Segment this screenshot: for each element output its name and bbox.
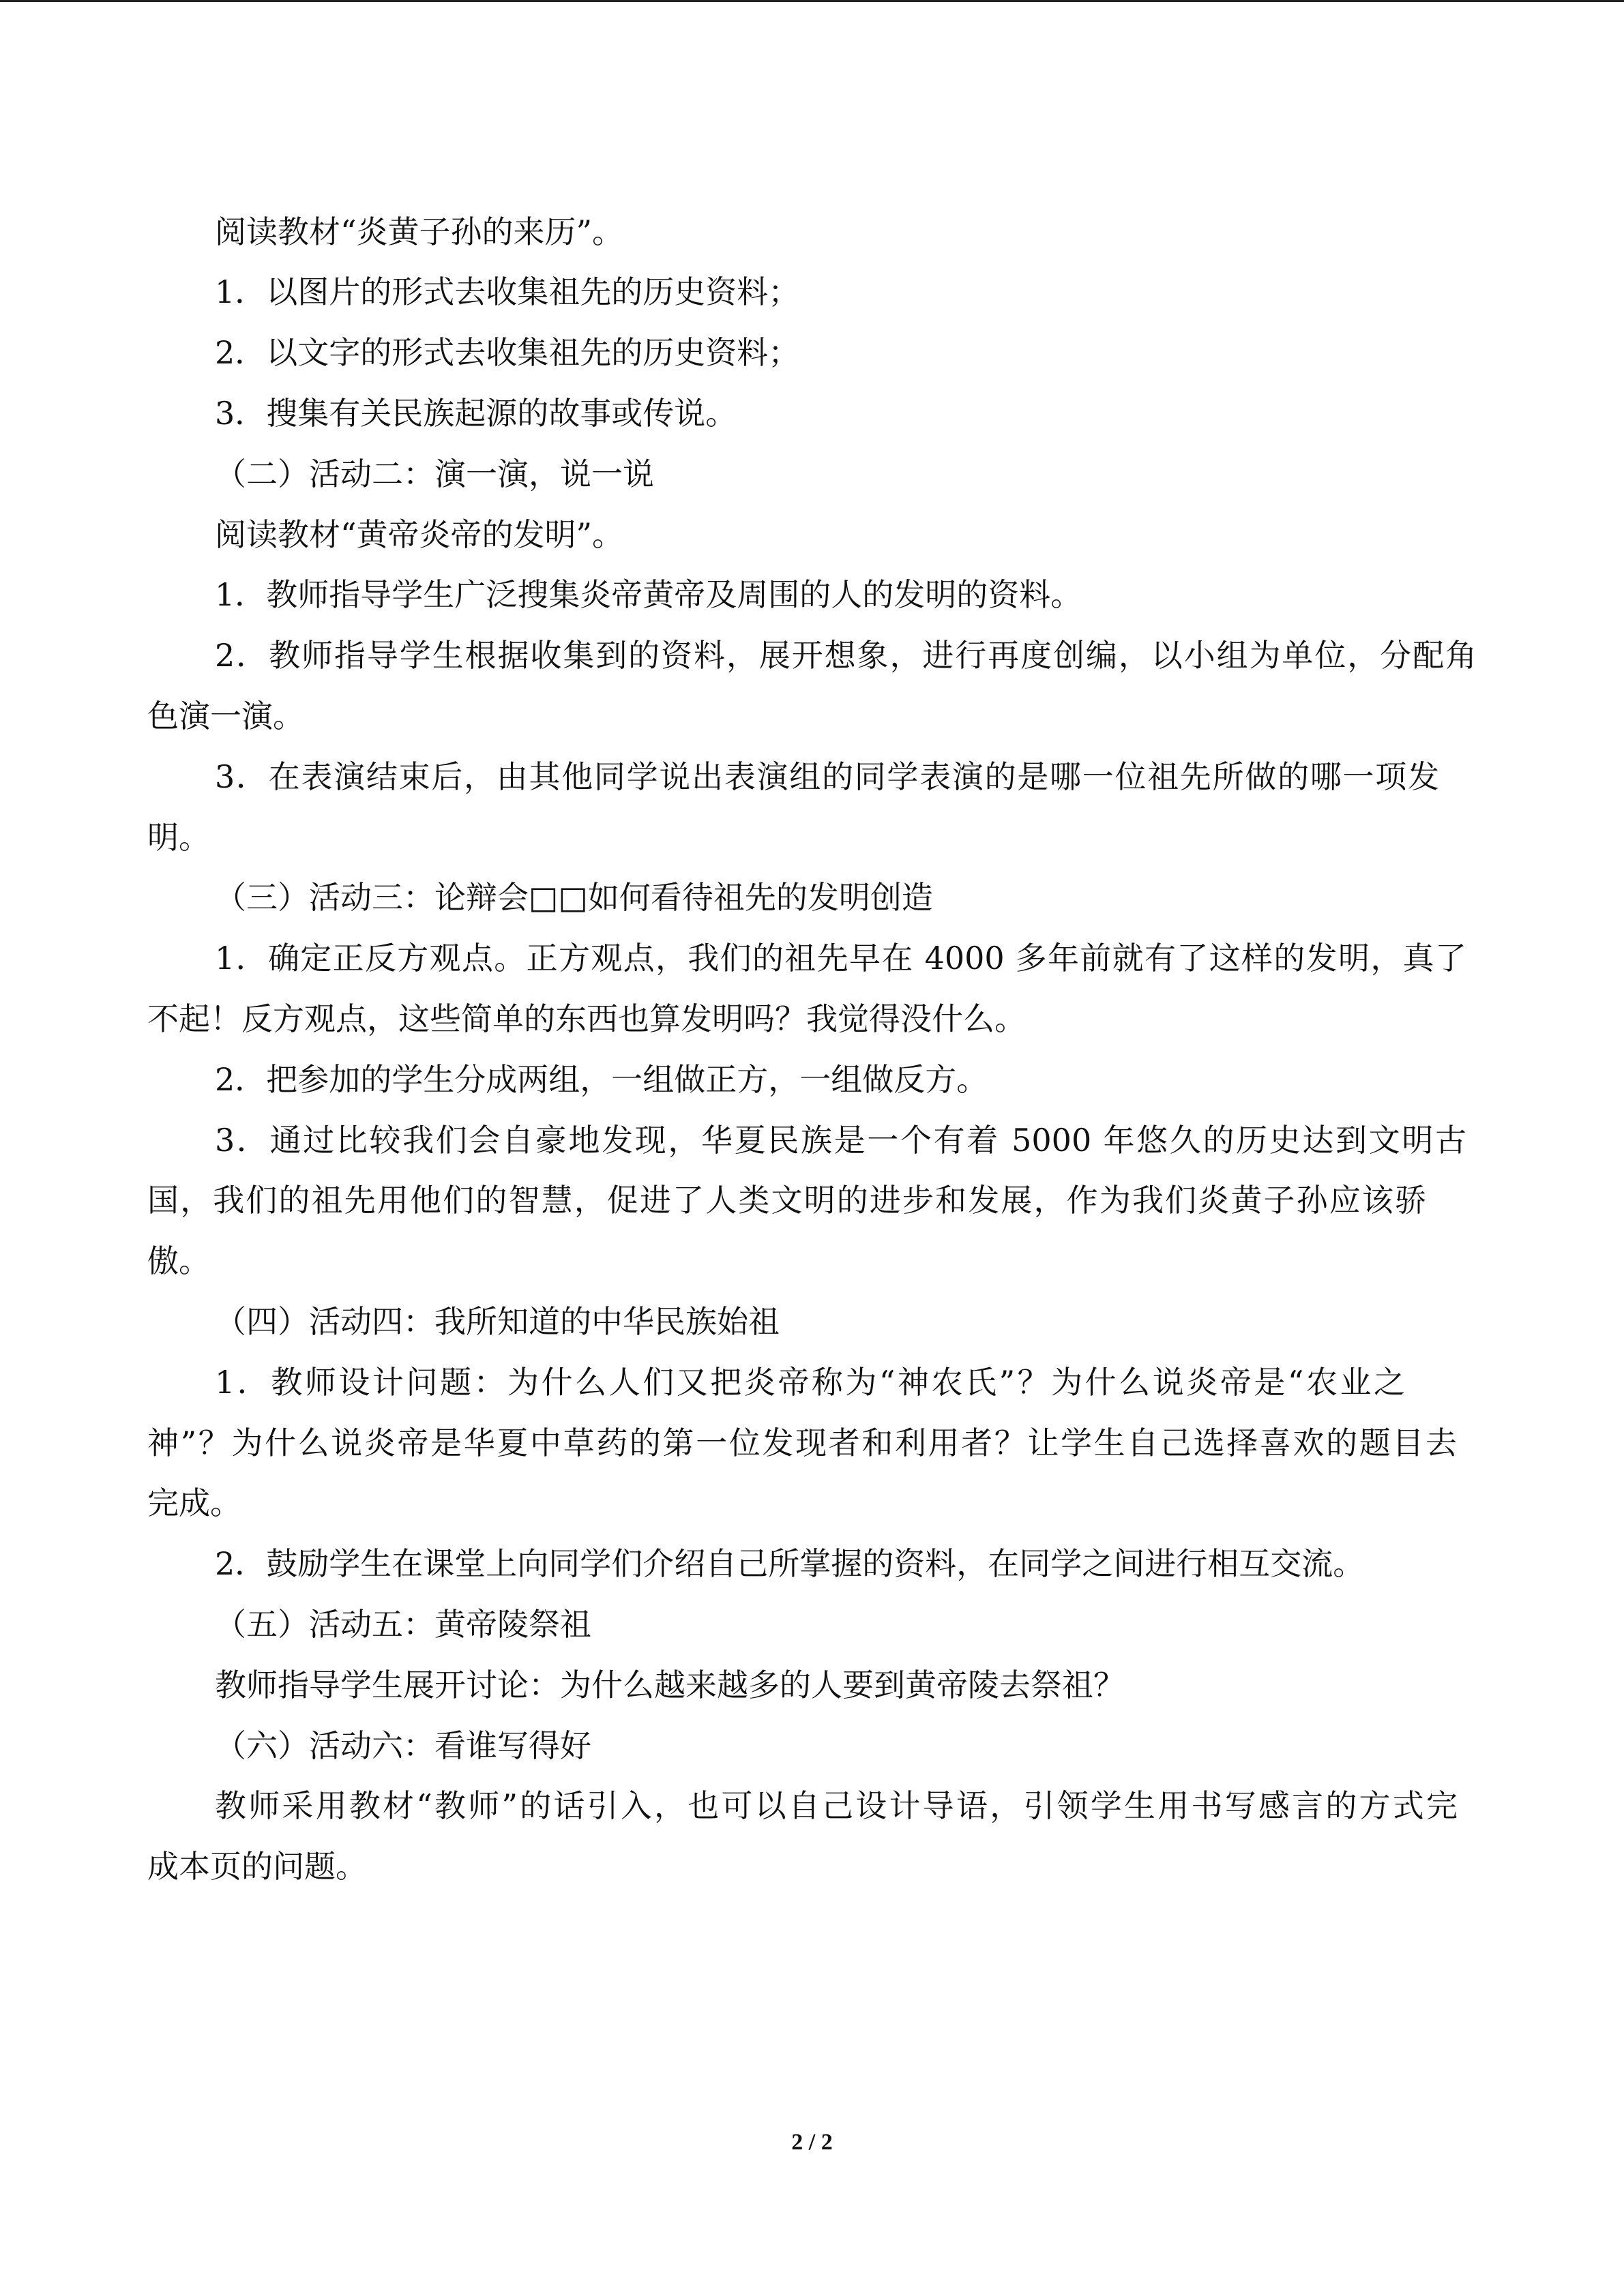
paragraph-line: 1．确定正反方观点。正方观点，我们的祖先早在 4000 多年前就有了这样的发明，真了 xyxy=(215,940,1466,976)
paragraph-line: 教师指导学生展开讨论：为什么越来越多的人要到黄帝陵去祭祖？ xyxy=(215,1667,1125,1703)
paragraph-line: 3．搜集有关民族起源的故事或传说。 xyxy=(215,395,737,432)
section-heading: （五）活动五：黄帝陵祭祖 xyxy=(215,1606,591,1643)
paragraph-line: 成本页的问题。 xyxy=(147,1848,367,1885)
paragraph-line: 3．在表演结束后，由其他同学说出表演组的同学表演的是哪一位祖先所做的哪一项发 xyxy=(215,758,1439,795)
paragraph-line: 1．教师指导学生广泛搜集炎帝黄帝及周围的人的发明的资料。 xyxy=(215,576,1082,613)
section-heading: （二）活动二：演一演，说一说 xyxy=(215,456,654,492)
paragraph-line: 1．以图片的形式去收集祖先的历史资料； xyxy=(215,273,800,310)
paragraph-line: 2．教师指导学生根据收集到的资料，展开想象，进行再度创编，以小组为单位，分配角 xyxy=(215,637,1477,674)
paragraph-line: 阅读教材“炎黄子孙的来历”。 xyxy=(215,213,624,250)
section-heading: （四）活动四：我所知道的中华民族始祖 xyxy=(215,1303,780,1340)
paragraph-line: 2．鼓励学生在课堂上向同学们介绍自己所掌握的资料，在同学之间进行相互交流。 xyxy=(215,1545,1365,1582)
paragraph-line: 2．把参加的学生分成两组，一组做正方，一组做反方。 xyxy=(215,1061,988,1098)
paragraph-line: 1．教师设计问题：为什么人们又把炎帝称为“神农氏”？为什么说炎帝是“农业之 xyxy=(215,1364,1405,1401)
paragraph-line: 傲。 xyxy=(147,1242,210,1279)
section-heading: （六）活动六：看谁写得好 xyxy=(215,1727,591,1764)
paragraph-line: 完成。 xyxy=(147,1485,241,1521)
paragraph-line: 神”？为什么说炎帝是华夏中草药的第一位发现者和利用者？让学生自己选择喜欢的题目去 xyxy=(147,1425,1457,1461)
paragraph-line: 阅读教材“黄帝炎帝的发明”。 xyxy=(215,516,624,553)
section-heading: （三）活动三：论辩会□□如何看待祖先的发明创造 xyxy=(215,879,933,916)
paragraph-line: 明。 xyxy=(147,819,210,856)
page-number: 2 / 2 xyxy=(791,2130,833,2155)
paragraph-line: 2．以文字的形式去收集祖先的历史资料； xyxy=(215,334,800,371)
paragraph-line: 色演一演。 xyxy=(147,698,304,734)
paragraph-line: 3．通过比较我们会自豪地发现，华夏民族是一个有着 5000 年悠久的历史达到文明古 xyxy=(215,1122,1466,1159)
paragraph-line: 教师采用教材“教师”的话引入，也可以自己设计导语，引领学生用书写感言的方式完 xyxy=(215,1787,1458,1824)
paragraph-line: 不起！反方观点，这些简单的东西也算发明吗？我觉得没什么。 xyxy=(147,1000,1026,1037)
paragraph-line: 国，我们的祖先用他们的智慧，促进了人类文明的进步和发展，作为我们炎黄子孙应该骄 xyxy=(147,1182,1426,1219)
